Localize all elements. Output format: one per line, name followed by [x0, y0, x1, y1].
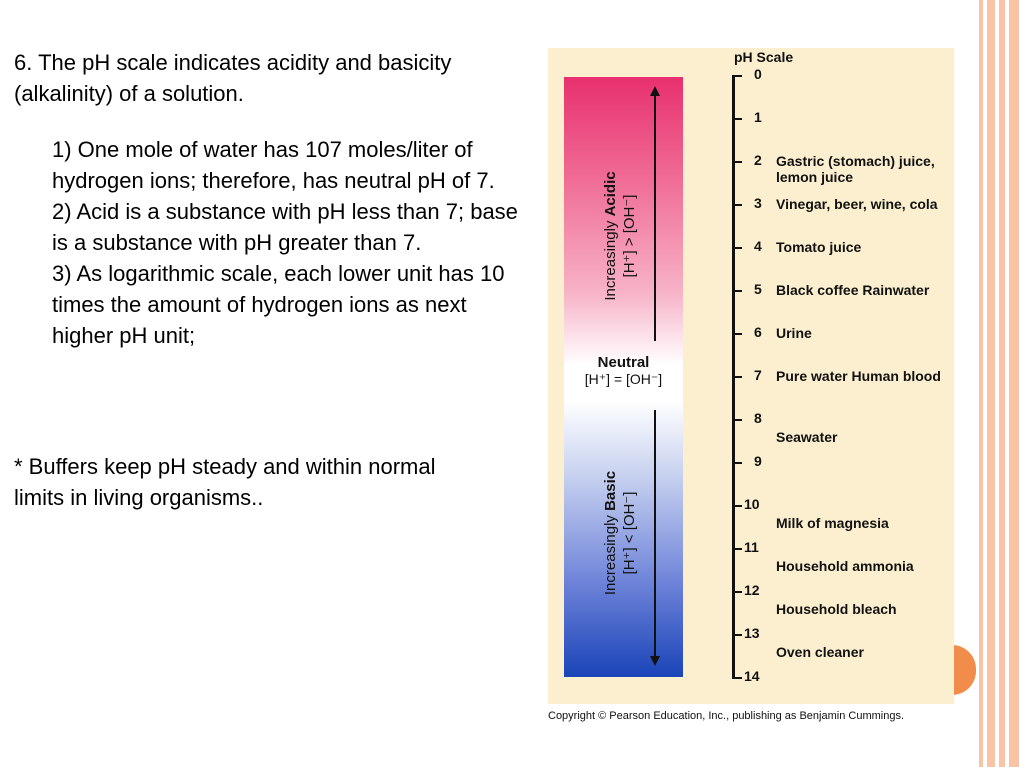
decorative-stripes [979, 0, 1023, 767]
ph-axis [732, 77, 735, 679]
acidic-label: Increasingly Acidic [H⁺] > [OH⁻] [602, 171, 638, 301]
ph-example-13: Oven cleaner [776, 644, 864, 660]
ph-tick-14 [732, 677, 742, 679]
ph-tick-7 [732, 376, 742, 378]
ph-number-9: 9 [754, 453, 762, 469]
ph-tick-12 [732, 591, 742, 593]
ph-example-5: Black coffee Rainwater [776, 282, 930, 298]
ph-number-12: 12 [744, 582, 760, 598]
ph-example-10: Milk of magnesia [776, 515, 889, 531]
ph-tick-2 [732, 161, 742, 163]
neutral-label: Neutral [H⁺] = [OH⁻] [584, 354, 663, 387]
copyright-text: Copyright © Pearson Education, Inc., publishing as Benjamin Cummings. [548, 710, 905, 722]
ph-example-8: Seawater [776, 429, 838, 445]
buffers-note: * Buffers keep pH steady and within normal limits in living organisms.. [14, 454, 436, 510]
point-1: 1) One mole of water has 107 moles/liter of hydrogen ions; therefore, has neutral pH of 7. [52, 137, 495, 193]
ph-number-0: 0 [754, 66, 762, 82]
ph-example-7: Pure water Human blood [776, 368, 941, 384]
ph-number-2: 2 [754, 152, 762, 168]
ph-tick-11 [732, 548, 742, 550]
ph-number-11: 11 [744, 539, 759, 555]
ph-number-8: 8 [754, 410, 762, 426]
ph-tick-8 [732, 419, 742, 421]
ph-number-14: 14 [744, 668, 760, 684]
ph-example-2: Gastric (stomach) juice, lemon juice [776, 153, 935, 185]
point-3: 3) As logarithmic scale, each lower unit has 10 times the amount of hydrogen ions as next higher pH unit; [52, 261, 505, 348]
slide-heading: 6. The pH scale indicates acidity and basicity (alkalinity) of a solution. [14, 50, 452, 106]
ph-number-7: 7 [754, 367, 762, 383]
ph-example-11: Household ammonia [776, 558, 914, 574]
points-list [52, 134, 532, 351]
point-2: 2) Acid is a substance with pH less than 7; base is a substance with pH greater than 7. [52, 199, 518, 255]
ph-example-12: Household bleach [776, 601, 897, 617]
ph-tick-9 [732, 462, 742, 464]
ph-number-4: 4 [754, 238, 762, 254]
ph-number-10: 10 [744, 496, 760, 512]
ph-number-5: 5 [754, 281, 762, 297]
ph-example-6: Urine [776, 325, 812, 341]
ph-tick-3 [732, 204, 742, 206]
ph-number-3: 3 [754, 195, 762, 211]
basic-label: Increasingly Basic [H⁺] < [OH⁻] [602, 470, 638, 596]
ph-tick-1 [732, 118, 742, 120]
ph-scale-title: pH Scale [734, 49, 794, 65]
ph-scale-figure [548, 48, 954, 704]
ph-example-4: Tomato juice [776, 239, 862, 255]
ph-example-3: Vinegar, beer, wine, cola [776, 196, 938, 212]
accent-tab [952, 645, 976, 695]
ph-tick-5 [732, 290, 742, 292]
ph-tick-6 [732, 333, 742, 335]
ph-tick-4 [732, 247, 742, 249]
ph-number-6: 6 [754, 324, 762, 340]
ph-number-13: 13 [744, 625, 760, 641]
ph-tick-10 [732, 505, 742, 507]
ph-tick-0 [732, 75, 742, 77]
ph-tick-13 [732, 634, 742, 636]
ph-number-1: 1 [754, 109, 762, 125]
